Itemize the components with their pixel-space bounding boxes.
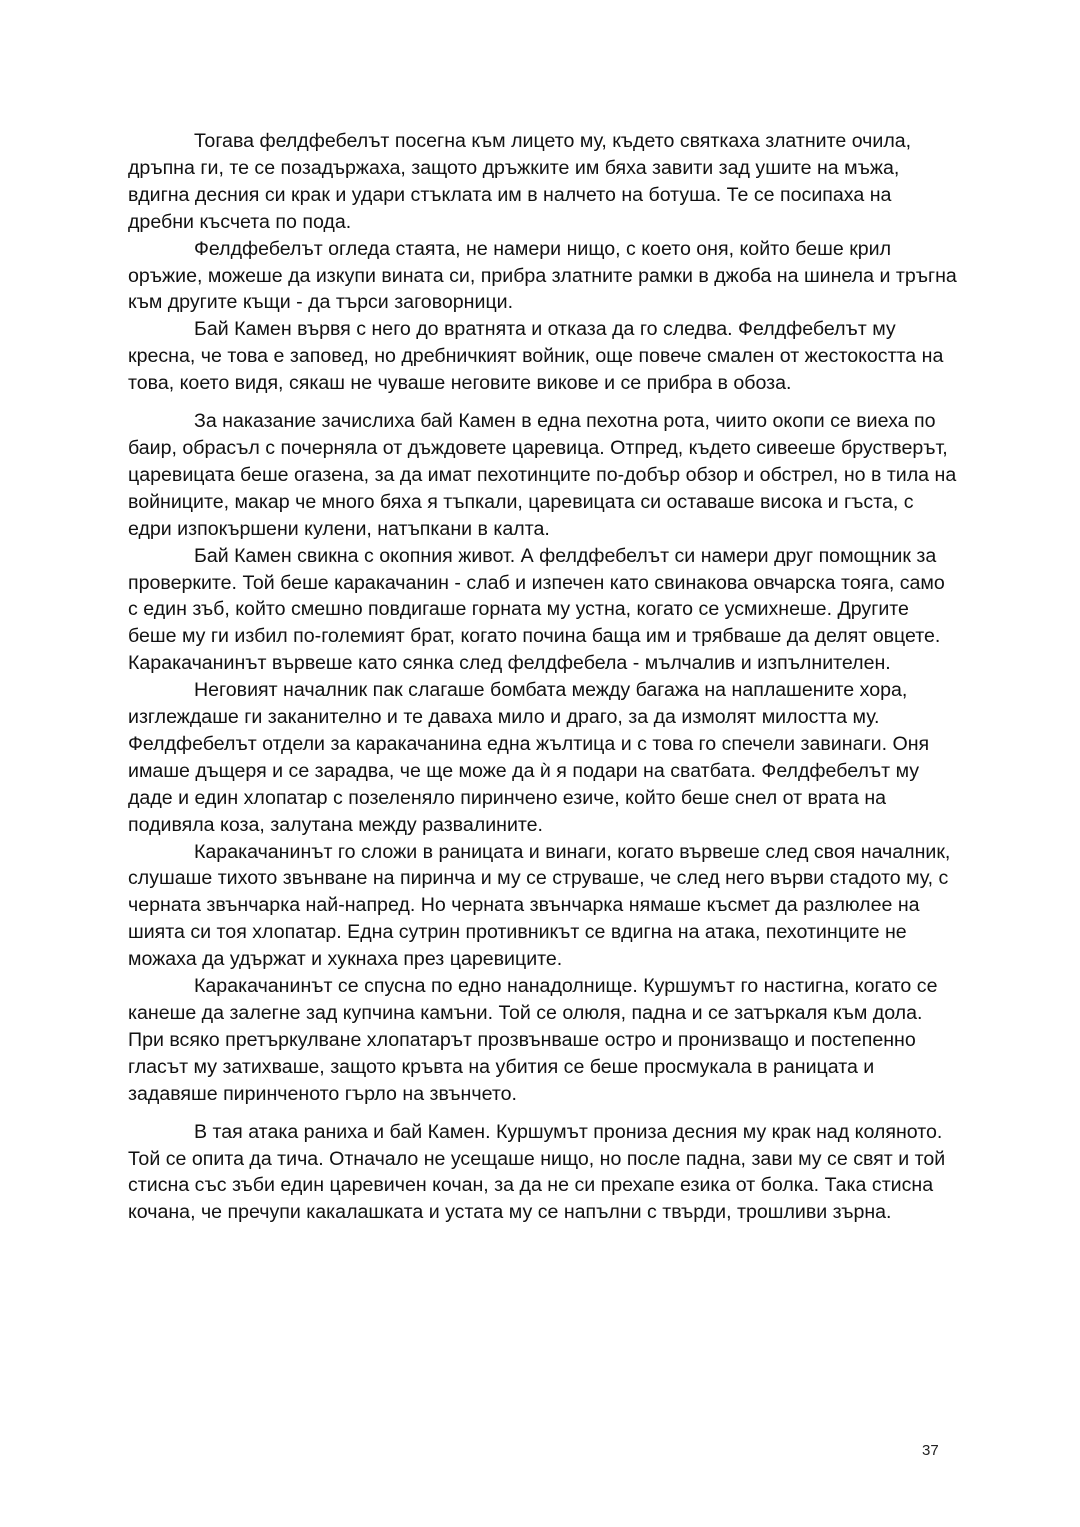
paragraph: Бай Камен вървя с него до вратнята и отказа да го следва. Фелдфебелът му кресна, че това е заповед, но дребничкият войник, още повече смален от жестокостта на това, което видя, сякаш не чуваше неговите викове и се прибра в обоза. — [128, 318, 944, 395]
paragraph: Каракачанинът се спусна по едно нанадолнище. Куршумът го настигна, когато се канеше да залегне зад купчина камъни. Той се олюля, падна и се затъркаля към дола. При всяко претъркулване хлопатарът прозвънваше остро и пронизващо и постепенно гласът му затихваше, защото кръвта на убития се беше просмукала в раницата и задавяше пиринченото гърло на звънчето. — [128, 975, 938, 1105]
page-number: 37 — [922, 1442, 939, 1459]
page-body — [128, 128, 958, 1226]
paragraph: Неговият началник пак слагаше бомбата между багажа на наплашените хора, изглеждаше ги заканително и те даваха мило и драго, за да измолят милостта му. Фелдфебелът отдели за каракачанина една жълтица и с това го спечели завинаги. Оня имаше дъщеря и се зарадва, че ще може да ѝ я подари на сватбата. Фелдфебелът му даде и един хлопатар с позеленяло пиринчено езиче, който беше снел от врата на подивяла коза, залутана между развалините. — [128, 679, 930, 836]
paragraph: Фелдфебелът огледа стаята, не намери нищо, с което оня, който беше крил оръжие, можеше да изкупи вината си, прибра златните рамки в джоба на шинела и тръгна към другите къщи - да търси заговорници. — [128, 237, 957, 314]
paragraph: Каракачанинът го сложи в раницата и винаги, когато вървеше след своя началник, слушаше тихото звънване на пиринча и му се струваше, че след него върви стадото му, с черната звънчарка най-напред. Но черната звънчарка нямаше късмет да разлюлее на шията си тоя хлопатар. Една сутрин противникът се вдигна на атака, пехотинците не можаха да удържат и хукнаха през царевиците. — [128, 840, 951, 971]
paragraph: Бай Камен свикна с окопния живот. А фелдфебелът си намери друг помощник за проверките. Той беше каракачанин - слаб и изпечен като свинакова овчарска тояга, само с един зъб, който смешно повдигаше горната му устна, когато се усмихнеше. Другите беше му ги избил по-големият брат, когато почина баща им и трябваше да делят овцете. Каракачанинът вървеше като сянка след фелдфебела - мълчалив и изпълнителен. — [128, 544, 945, 675]
paragraph: За наказание зачислиха бай Камен в една пехотна рота, чиито окопи се виеха по баир, обрасъл с почерняла от дъждовете царевица. Отпред, където сивееше брустверът, царевицата беше огазена, за да имат пехотинците по-добър обзор и обстрел, но в тила на войниците, макар че много бяха я тъпкали, царевицата си оставаше висока и гъста, с едри изпокършени кулени, натъпкани в калта. — [128, 410, 957, 540]
paragraph: В тая атака раниха и бай Камен. Куршумът прониза десния му крак над коляното. Той се опита да тича. Отначало не усещаше нищо, но после падна, зави му се свят и той стисна със зъби един царевичен кочан, за да не си прехапе езика от болка. Така стисна кочана, че пречупи какалашката и устата му се напълни с твърди, трошливи зърна. — [128, 1120, 946, 1224]
paragraph: Тогава фелдфебелът посегна към лицето му, където святкаха златните очила, дръпна ги, те се позадържаха, защото дръжките им бяха завити зад ушите на мъжа, вдигна десния си крак и удари стъклата им в налчето на ботуша. Те се посипаха на дребни късчета по пода. — [128, 130, 912, 233]
